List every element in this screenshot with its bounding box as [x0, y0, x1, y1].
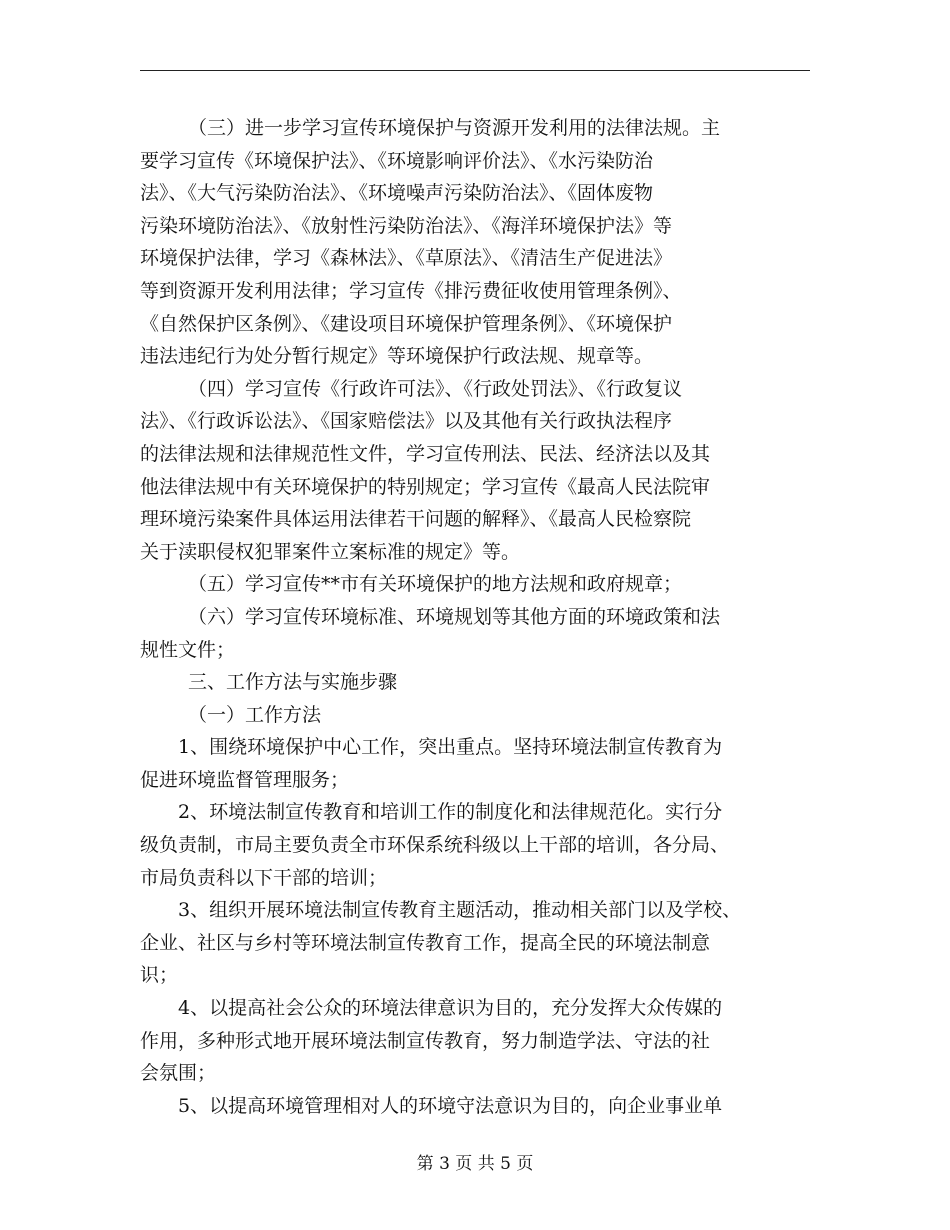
paragraph-line: （五）学习宣传**市有关环境保护的地方法规和政府规章； [188, 573, 683, 596]
paragraph-line: 关于渎职侵权犯罪案件立案标准的规定》等。 [140, 540, 521, 563]
paragraph-line: 的法律法规和法律规范性文件，学习宣传刑法、民法、经济法以及其 [140, 442, 711, 465]
paragraph-line: 法》、《大气污染防治法》、《环境噪声污染防治法》、《固体废物 [140, 182, 654, 205]
paragraph-line: 作用，多种形式地开展环境法制宣传教育，努力制造学法、守法的社 [140, 1029, 711, 1052]
paragraph-line: 会氛围； [140, 1062, 217, 1085]
paragraph-line: 《自然保护区条例》、《建设项目环境保护管理条例》、《环境保护 [140, 312, 673, 335]
paragraph-line: 理环境污染案件具体运用法律若干问题的解释》、《最高人民检察院 [140, 508, 692, 531]
paragraph-line: 要学习宣传《环境保护法》、《环境影响评价法》、《水污染防治 [140, 149, 654, 172]
paragraph-line: 企业、社区与乡村等环境法制宣传教育工作，提高全民的环境法制意 [140, 931, 711, 954]
paragraph-line: （四）学习宣传《行政许可法》、《行政处罚法》、《行政复议 [188, 377, 683, 400]
paragraph-line: （六）学习宣传环境标准、环境规划等其他方面的环境政策和法 [188, 605, 721, 628]
paragraph-line: 污染环境防治法》、《放射性污染防治法》、《海洋环境保护法》等 [140, 214, 673, 237]
paragraph-line: 法》、《行政诉讼法》、《国家赔偿法》以及其他有关行政执法程序 [140, 410, 673, 433]
paragraph-line: 违法违纪行为处分暂行规定》等环境保护行政法规、规章等。 [140, 345, 654, 368]
page-number-footer: 第 3 页 共 5 页 [416, 1154, 534, 1174]
paragraph-line: 3、组织开展环境法制宣传教育主题活动，推动相关部门以及学校、 [178, 899, 742, 922]
paragraph-line: 等到资源开发利用法律；学习宣传《排污费征收使用管理条例》、 [140, 279, 682, 302]
paragraph-line: 市局负责科以下干部的培训； [140, 866, 388, 889]
header-rule [140, 70, 810, 71]
paragraph-line: （三）进一步学习宣传环境保护与资源开发利用的法律法规。主 [188, 117, 721, 139]
paragraph-line: 级负责制，市局主要负责全市环保系统科级以上干部的培训，各分局、 [140, 834, 730, 857]
paragraph-line: 4、以提高社会公众的环境法律意识为目的，充分发挥大众传媒的 [178, 997, 723, 1020]
paragraph-line: 他法律法规中有关环境保护的特别规定；学习宣传《最高人民法院审 [140, 475, 711, 498]
subsection-heading: （一）工作方法 [188, 703, 322, 726]
paragraph-line: 2、环境法制宣传教育和培训工作的制度化和法律规范化。实行分 [178, 801, 723, 824]
paragraph-line: 1、围绕环境保护中心工作，突出重点。坚持环境法制宣传教育为 [178, 736, 723, 759]
paragraph-line: 识； [140, 964, 179, 987]
document-body [140, 112, 820, 1122]
paragraph-line: 促进环境监督管理服务； [140, 768, 350, 791]
paragraph-line: 环境保护法律，学习《森林法》、《草原法》、《清洁生产促进法》 [140, 247, 673, 270]
section-heading: 三、工作方法与实施步骤 [188, 671, 398, 694]
paragraph-line: 规性文件； [140, 638, 236, 661]
paragraph-line: 5、以提高环境管理相对人的环境守法意识为目的，向企业事业单 [178, 1094, 723, 1117]
